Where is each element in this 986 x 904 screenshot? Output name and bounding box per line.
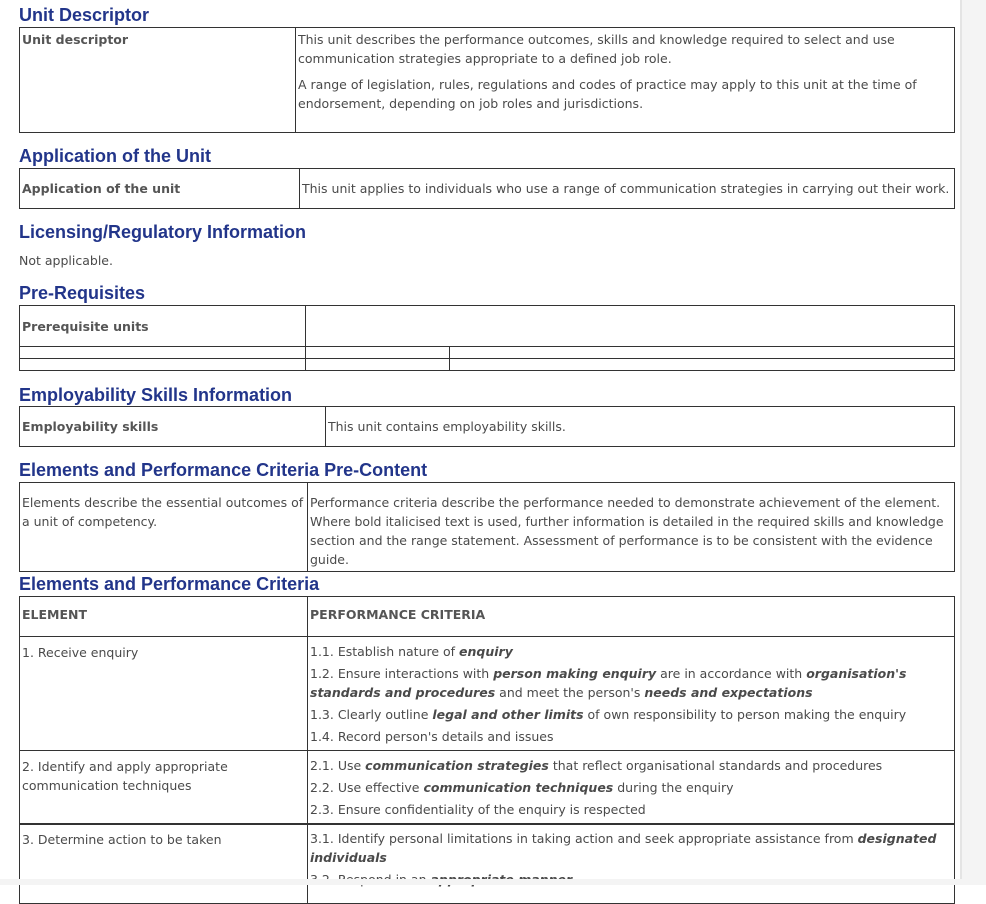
- prerequisites-table: [19, 305, 955, 371]
- criterion-1-4: 1.4. Record person's details and issues: [310, 729, 554, 744]
- unit-descriptor-text-2: A range of legislation, rules, regulations and codes of practice may apply to this unit at the time of endorsement, depending on job roles and jurisdictions.: [298, 77, 917, 111]
- table-row: [20, 637, 955, 751]
- heading-pc: Elements and Performance Criteria: [19, 574, 320, 594]
- prerequisites-value: [306, 306, 955, 347]
- pc-table-clipped-row: [19, 823, 955, 879]
- criterion-2-1: 2.1. Use communication strategies that reflect organisational standards and procedures: [310, 758, 883, 773]
- application-label: Application of the unit: [20, 169, 300, 209]
- employability-value: This unit contains employability skills.: [326, 407, 955, 447]
- pc-precontent-table: [19, 482, 955, 572]
- element-3: 3. Determine action to be taken: [20, 824, 308, 904]
- unit-descriptor-label: Unit descriptor: [20, 28, 296, 133]
- criterion-2-2: 2.2. Use effective communication techniques during the enquiry: [310, 780, 734, 795]
- pc-col-element: ELEMENT: [20, 597, 308, 637]
- criterion-1-2: 1.2. Ensure interactions with person making enquiry are in accordance with organisation's standards and procedures and meet the person's needs and expectations: [310, 666, 907, 700]
- pc-precontent-right: Performance criteria describe the performance needed to demonstrate achievement of the element. Where bold italicised text is used, further information is detailed in the required skills and knowledge section and the range statement. Assessment of performance is to be consistent with the evidence guide.: [308, 483, 955, 572]
- pc-precontent-left: Elements describe the essential outcomes of a unit of competency.: [20, 483, 308, 572]
- licensing-text: Not applicable.: [19, 253, 113, 268]
- element-1: 1. Receive enquiry: [20, 637, 308, 751]
- employability-table: [19, 406, 955, 447]
- heading-pc-precontent: Elements and Performance Criteria Pre-Content: [19, 460, 428, 480]
- unit-descriptor-table: [19, 27, 955, 133]
- table-row: [20, 751, 955, 825]
- table-row: [20, 824, 955, 904]
- heading-licensing: Licensing/Regulatory Information: [19, 222, 307, 242]
- application-table: [19, 168, 955, 209]
- criterion-3-1: 3.1. Identify personal limitations in taking action and seek appropriate assistance from designated individuals: [310, 831, 937, 865]
- criterion-2-3: 2.3. Ensure confidentiality of the enquiry is respected: [310, 802, 646, 817]
- criterion-1-1: 1.1. Establish nature of enquiry: [310, 644, 513, 659]
- pc-table: [19, 596, 955, 825]
- heading-prerequisites: Pre-Requisites: [19, 283, 146, 303]
- employability-label: Employability skills: [20, 407, 326, 447]
- heading-application: Application of the Unit: [19, 146, 211, 166]
- unit-descriptor-value: [296, 28, 955, 133]
- bottom-edge: [0, 879, 986, 885]
- heading-employability: Employability Skills Information: [19, 385, 293, 405]
- application-value: This unit applies to individuals who use a range of communication strategies in carrying out their work.: [300, 169, 955, 209]
- pc-col-criteria: PERFORMANCE CRITERIA: [308, 597, 955, 637]
- criteria-2: [308, 751, 955, 825]
- pc-table-continued: [19, 823, 955, 904]
- unit-descriptor-text-1: This unit describes the performance outcomes, skills and knowledge required to select and use communication strategies appropriate to a defined job role.: [298, 32, 895, 66]
- criterion-1-3: 1.3. Clearly outline legal and other limits of own responsibility to person making the enquiry: [310, 707, 907, 722]
- element-2: 2. Identify and apply appropriate communication techniques: [20, 751, 308, 825]
- right-gutter: [962, 0, 986, 885]
- criteria-3: [308, 824, 955, 904]
- heading-unit-descriptor: Unit Descriptor: [19, 5, 150, 25]
- prerequisites-label: Prerequisite units: [20, 306, 306, 347]
- criteria-1: [308, 637, 955, 751]
